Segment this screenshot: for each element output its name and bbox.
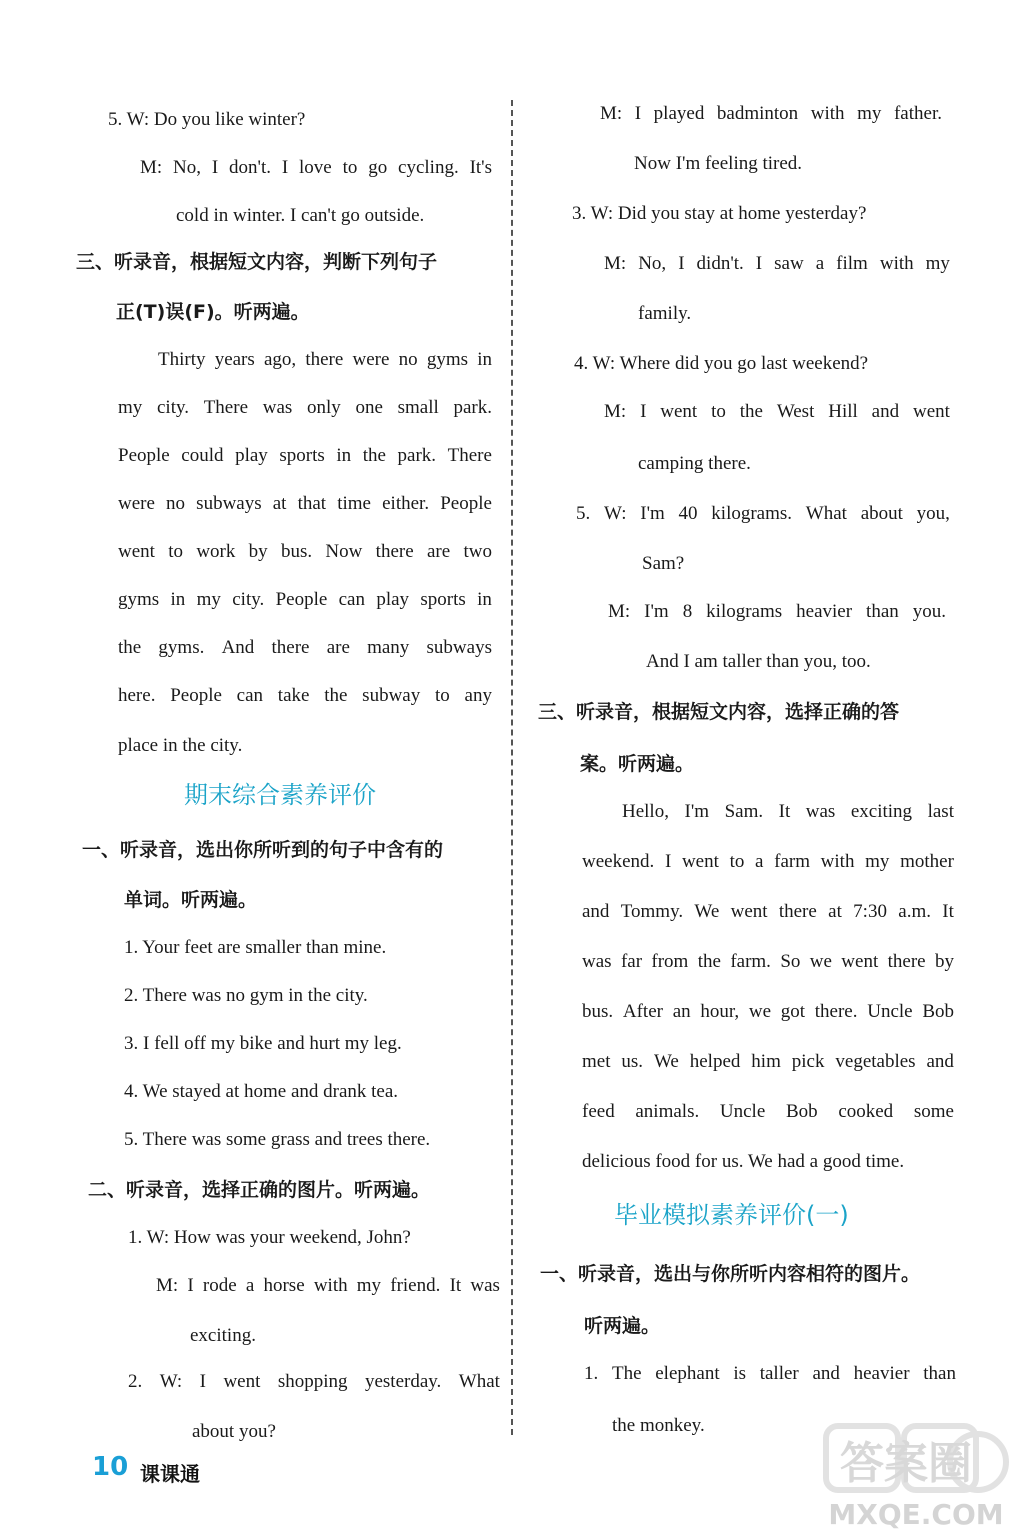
question-heading: 案。听两遍。 [580, 753, 695, 775]
text-line [140, 156, 492, 180]
question-heading: 一、听录音，选出你所听到的句子中含有的 [82, 839, 444, 861]
word: cooked [838, 1101, 894, 1122]
word: It [942, 901, 954, 922]
word: city. [232, 589, 265, 610]
word: went [223, 1371, 261, 1392]
text-line [608, 600, 946, 624]
word: you. [912, 601, 946, 622]
word: park. [453, 397, 492, 418]
word: We [694, 901, 720, 922]
word: animals. [635, 1101, 700, 1122]
text-line [582, 850, 954, 874]
word: film [836, 253, 868, 274]
word: yesterday. [364, 1371, 442, 1392]
word: cycling. [398, 157, 459, 178]
word: in [477, 349, 492, 370]
word: play [376, 589, 410, 610]
text-line: exciting. [190, 1325, 256, 1346]
word: Sam. [724, 801, 764, 822]
text-line [118, 636, 492, 660]
word: rode [202, 1275, 237, 1296]
word: People [275, 589, 328, 610]
text-line [118, 684, 492, 708]
word: the [362, 445, 386, 466]
text-line: family. [638, 303, 692, 324]
text-line [622, 800, 954, 824]
word: some [913, 1101, 954, 1122]
watermark-logo [800, 1418, 1012, 1533]
word: there [375, 541, 414, 562]
word: I [211, 157, 219, 178]
text-line [576, 502, 950, 526]
word: I [199, 1371, 206, 1392]
word: sports [420, 589, 466, 610]
word: 40 [678, 503, 698, 524]
section-title-final-assessment: 期末综合素养评价 [184, 781, 376, 809]
word: a [245, 1275, 255, 1296]
word: go [368, 157, 388, 178]
word: It's [469, 157, 492, 178]
word: pick [791, 1051, 825, 1072]
question-heading: 听两遍。 [584, 1315, 661, 1337]
word: the [118, 637, 142, 658]
word: a [755, 851, 764, 872]
word: went [841, 951, 879, 972]
word: I [664, 851, 672, 872]
word: the [324, 685, 348, 706]
word: elephant [655, 1363, 720, 1384]
text-line [582, 1050, 954, 1074]
word: saw [774, 253, 804, 274]
word: father. [893, 103, 942, 124]
word: People [440, 493, 492, 514]
word: I'm [644, 601, 669, 622]
word: M: [600, 103, 623, 124]
word: my [857, 103, 882, 124]
word: and [926, 1051, 954, 1072]
word: exciting [850, 801, 913, 822]
text-line [600, 102, 942, 126]
word: can [338, 589, 365, 610]
word: Hill [828, 401, 858, 422]
text-line [604, 252, 950, 276]
word: don't. [229, 157, 271, 178]
word: could [181, 445, 224, 466]
word: played [653, 103, 705, 124]
word: many [367, 637, 410, 658]
word: and [812, 1363, 840, 1384]
word: park. [397, 445, 437, 466]
column-divider [511, 100, 513, 1435]
word: subways [196, 493, 262, 514]
word: went [912, 401, 950, 422]
text-line [582, 1100, 954, 1124]
word: There [447, 445, 492, 466]
word: went [660, 401, 698, 422]
word: W: [604, 503, 627, 524]
word: mother [900, 851, 954, 872]
text-line: And I am taller than you, too. [646, 651, 871, 672]
question-heading: 二、听录音，选择正确的图片。听两遍。 [88, 1179, 431, 1201]
word: got [780, 1001, 806, 1022]
word: is [733, 1363, 746, 1384]
word: taller [759, 1363, 799, 1384]
word: feed [582, 1101, 615, 1122]
word: that [297, 493, 327, 514]
text-line: 5. There was some grass and trees there. [124, 1129, 431, 1150]
word: was [582, 951, 612, 972]
word: M: [140, 157, 163, 178]
text-line [158, 348, 492, 372]
word: 8 [682, 601, 693, 622]
word: kilograms. [711, 503, 793, 524]
word: friend. [390, 1275, 441, 1296]
question-heading: 正(T)误(F)。听两遍。 [116, 301, 310, 323]
word: Now [325, 541, 363, 562]
word: in [477, 589, 492, 610]
question-heading: 三、听录音，根据短文内容，判断下列句子 [76, 251, 438, 273]
word: time [337, 493, 371, 514]
word: here. [118, 685, 156, 706]
word: us. [621, 1051, 644, 1072]
word: went [730, 901, 768, 922]
word: didn't. [696, 253, 744, 274]
word: After [622, 1001, 663, 1022]
word: weekend. [582, 851, 655, 872]
word: Bob [922, 1001, 954, 1022]
text-line: camping there. [638, 453, 751, 474]
word: the [697, 951, 721, 972]
text-line: the monkey. [612, 1415, 705, 1436]
word: we [748, 1001, 772, 1022]
word: there. [814, 1001, 858, 1022]
word: vegetables [835, 1051, 916, 1072]
word: And [221, 637, 255, 658]
text-line [118, 588, 492, 612]
word: my [356, 1275, 382, 1296]
word: play [235, 445, 268, 466]
watermark-top-text: 答案圈 [840, 1438, 972, 1489]
word: by [934, 951, 954, 972]
word: my [865, 851, 890, 872]
word: kilograms [706, 601, 783, 622]
word: with [879, 253, 914, 274]
word: farm. [730, 951, 771, 972]
word: I [640, 401, 647, 422]
word: sports [279, 445, 325, 466]
word: my [925, 253, 950, 274]
word: no [398, 349, 418, 370]
word: were [118, 493, 155, 514]
word: ago, [263, 349, 297, 370]
word: Uncle [867, 1001, 913, 1022]
word: was [805, 801, 836, 822]
text-line: 1. Your feet are smaller than mine. [124, 937, 387, 958]
word: from [651, 951, 689, 972]
text-line [128, 1370, 500, 1394]
word: What [458, 1371, 500, 1392]
word: horse [263, 1275, 305, 1296]
word: and [871, 401, 900, 422]
word: was [470, 1275, 500, 1296]
word: It [449, 1275, 462, 1296]
word: only [306, 397, 341, 418]
word: M: [604, 253, 627, 274]
word: 7:30 [853, 901, 887, 922]
word: I'm [684, 801, 710, 822]
word: no [166, 493, 186, 514]
word: The [611, 1363, 642, 1384]
word: either. [382, 493, 430, 514]
word: So [780, 951, 801, 972]
word: W: [159, 1371, 183, 1392]
text-line: 3. W: Did you stay at home yesterday? [572, 203, 867, 224]
word: with [820, 851, 855, 872]
word: We [653, 1051, 679, 1072]
word: It [778, 801, 791, 822]
word: there [887, 951, 926, 972]
word: at [272, 493, 287, 514]
word: Bob [785, 1101, 818, 1122]
text-line [156, 1274, 500, 1298]
word: there [778, 901, 817, 922]
word: What [805, 503, 847, 524]
word: Tommy. [620, 901, 684, 922]
word: you, [916, 503, 950, 524]
word: West [776, 401, 815, 422]
word: No, [173, 157, 202, 178]
text-line [584, 1362, 956, 1386]
word: far [620, 951, 643, 972]
word: take [277, 685, 310, 706]
text-line [118, 396, 492, 420]
word: I [634, 103, 642, 124]
word: the [739, 401, 763, 422]
word: M: [156, 1275, 179, 1296]
text-line: 5. W: Do you like winter? [108, 109, 306, 130]
word: bus. [280, 541, 313, 562]
word: to [434, 685, 450, 706]
word: I [678, 253, 685, 274]
word: to [711, 401, 726, 422]
word: by [248, 541, 268, 562]
word: can [236, 685, 264, 706]
word: to [342, 157, 358, 178]
text-line: about you? [192, 1421, 276, 1442]
word: two [463, 541, 492, 562]
word: bus. [582, 1001, 614, 1022]
word: badminton [716, 103, 799, 124]
word: 2. [128, 1371, 143, 1392]
section-title-graduation-mock: 毕业模拟素养评价(一) [614, 1201, 849, 1229]
question-heading: 三、听录音，根据短文内容，选择正确的答 [538, 701, 900, 723]
word: in [336, 445, 352, 466]
word: to [168, 541, 184, 562]
text-line [582, 950, 954, 974]
word: met [582, 1051, 611, 1072]
word: are [326, 637, 350, 658]
word: I [281, 157, 289, 178]
word: went [681, 851, 719, 872]
word: went [118, 541, 155, 562]
word: to [729, 851, 745, 872]
text-line: place in the city. [118, 735, 243, 756]
word: was [262, 397, 293, 418]
text-line [118, 492, 492, 516]
word: small [397, 397, 439, 418]
word: than [866, 601, 899, 622]
word: People [170, 685, 222, 706]
word: my [118, 397, 143, 418]
word: helped [689, 1051, 741, 1072]
word: are [426, 541, 451, 562]
text-line [582, 900, 954, 924]
word: M: [608, 601, 631, 622]
word: shopping [277, 1371, 348, 1392]
text-line [582, 1000, 954, 1024]
word: gyms [118, 589, 160, 610]
text-line [604, 400, 950, 424]
word: love [299, 157, 332, 178]
text-line: 4. We stayed at home and drank tea. [124, 1081, 399, 1102]
word: People [118, 445, 170, 466]
text-line: 1. W: How was your weekend, John? [128, 1227, 411, 1248]
word: any [464, 685, 492, 706]
word: heavier [796, 601, 853, 622]
word: in [170, 589, 186, 610]
text-line: Now I'm feeling tired. [634, 153, 803, 174]
text-line: cold in winter. I can't go outside. [176, 205, 425, 226]
word: I [755, 253, 763, 274]
word: Uncle [719, 1101, 766, 1122]
text-line: 3. I fell off my bike and hurt my leg. [124, 1033, 402, 1054]
page-number: 10 [92, 1452, 129, 1482]
word: last [927, 801, 954, 822]
word: a [815, 253, 825, 274]
word: gyms [426, 349, 468, 370]
text-line: 4. W: Where did you go last weekend? [574, 353, 869, 374]
question-heading: 单词。听两遍。 [124, 889, 258, 911]
word: subways [426, 637, 492, 658]
word: 1. [584, 1363, 599, 1384]
word: No, [638, 253, 667, 274]
word: city. [156, 397, 189, 418]
word: I [187, 1275, 194, 1296]
word: M: [604, 401, 627, 422]
word: subway [362, 685, 421, 706]
word: Thirty [158, 349, 206, 370]
word: heavier [853, 1363, 910, 1384]
word: years [214, 349, 255, 370]
word: there [305, 349, 344, 370]
question-heading: 一、听录音，选出与你所听内容相符的图片。 [540, 1263, 921, 1285]
word: about [860, 503, 903, 524]
word: a.m. [898, 901, 931, 922]
word: one [355, 397, 383, 418]
word: with [313, 1275, 348, 1296]
word: than [923, 1363, 956, 1384]
word: There [203, 397, 249, 418]
word: and [582, 901, 610, 922]
word: work [196, 541, 236, 562]
word: I'm [640, 503, 665, 524]
text-line: 2. There was no gym in the city. [124, 985, 368, 1006]
word: him [751, 1051, 781, 1072]
word: my [196, 589, 221, 610]
word: gyms. [158, 637, 205, 658]
word: an [672, 1001, 691, 1022]
text-line [118, 540, 492, 564]
word: 5. [576, 503, 591, 524]
word: farm [774, 851, 810, 872]
word: there [271, 637, 310, 658]
word: we [809, 951, 832, 972]
word: were [352, 349, 390, 370]
word: hour, [700, 1001, 740, 1022]
word: Hello, [622, 801, 669, 822]
brand-name: 课课通 [140, 1462, 200, 1486]
text-line: delicious food for us. We had a good time. [582, 1151, 905, 1172]
watermark-bottom-text: MXQE.COM [828, 1498, 1004, 1531]
word: with [810, 103, 845, 124]
word: at [828, 901, 842, 922]
text-line: Sam? [642, 553, 685, 574]
text-line [118, 444, 492, 468]
